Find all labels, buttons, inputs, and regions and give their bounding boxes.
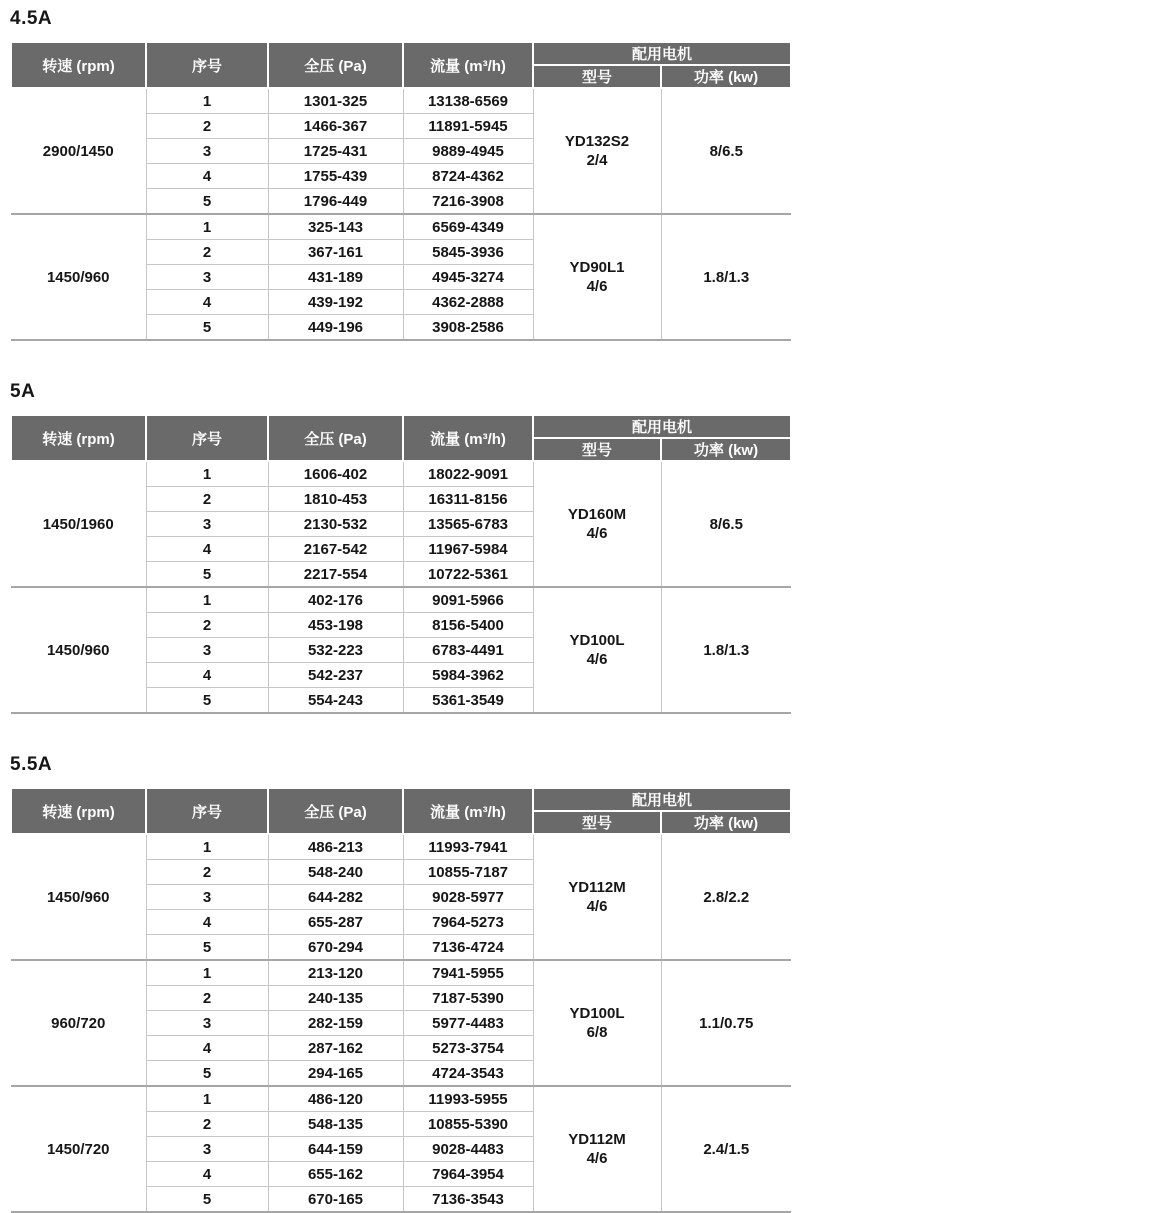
cell-pressure: 294-165: [268, 1061, 403, 1087]
cell-pressure: 554-243: [268, 688, 403, 714]
cell-no: 1: [146, 834, 268, 860]
cell-flow: 9889-4945: [403, 139, 533, 164]
cell-motor-power: 2.8/2.2: [661, 834, 791, 960]
cell-no: 3: [146, 1011, 268, 1036]
cell-no: 2: [146, 240, 268, 265]
cell-pressure: 655-162: [268, 1162, 403, 1187]
header-pressure: 全压 (Pa): [268, 42, 403, 88]
cell-pressure: 548-135: [268, 1112, 403, 1137]
cell-pressure: 548-240: [268, 860, 403, 885]
header-motor-power: 功率 (kw): [661, 811, 791, 834]
cell-pressure: 1466-367: [268, 114, 403, 139]
cell-flow: 8156-5400: [403, 613, 533, 638]
cell-no: 4: [146, 537, 268, 562]
cell-pressure: 644-282: [268, 885, 403, 910]
speed-block: [11, 214, 791, 340]
cell-pressure: 287-162: [268, 1036, 403, 1061]
header-no: 序号: [146, 415, 268, 461]
cell-pressure: 453-198: [268, 613, 403, 638]
speed-block: [11, 461, 791, 587]
header-motor-group: 配用电机: [533, 415, 791, 438]
motor-model-poles: 4/6: [586, 278, 608, 295]
cell-pressure: 367-161: [268, 240, 403, 265]
cell-motor-power: 2.4/1.5: [661, 1086, 791, 1212]
cell-no: 4: [146, 663, 268, 688]
cell-pressure: 1725-431: [268, 139, 403, 164]
cell-no: 3: [146, 1137, 268, 1162]
cell-pressure: 486-120: [268, 1086, 403, 1112]
cell-speed: 1450/720: [11, 1086, 146, 1212]
cell-no: 4: [146, 910, 268, 935]
cell-no: 1: [146, 1086, 268, 1112]
motor-model-poles: 4/6: [586, 898, 608, 915]
cell-speed: 1450/960: [11, 587, 146, 713]
cell-motor-power: 1.8/1.3: [661, 587, 791, 713]
table-row: [11, 461, 791, 487]
cell-flow: 4724-3543: [403, 1061, 533, 1087]
cell-pressure: 213-120: [268, 960, 403, 986]
table-row: [11, 1086, 791, 1112]
motor-model-name: YD112M: [568, 879, 626, 896]
motor-model-poles: 4/6: [586, 651, 608, 668]
table-row: [11, 88, 791, 114]
cell-pressure: 2217-554: [268, 562, 403, 588]
cell-pressure: 542-237: [268, 663, 403, 688]
header-motor-model: 型号: [533, 438, 661, 461]
motor-model-name: YD100L: [569, 632, 625, 649]
cell-flow: 4945-3274: [403, 265, 533, 290]
cell-pressure: 240-135: [268, 986, 403, 1011]
header-motor-model: 型号: [533, 65, 661, 88]
cell-pressure: 1301-325: [268, 88, 403, 114]
cell-flow: 6569-4349: [403, 214, 533, 240]
fan-spec-table: [10, 787, 1158, 1213]
cell-pressure: 402-176: [268, 587, 403, 613]
header-flow: 流量 (m³/h): [403, 415, 533, 461]
cell-no: 3: [146, 139, 268, 164]
cell-speed: 1450/1960: [11, 461, 146, 587]
cell-speed: 1450/960: [11, 214, 146, 340]
table-row: [11, 214, 791, 240]
cell-speed: 1450/960: [11, 834, 146, 960]
cell-flow: 13565-6783: [403, 512, 533, 537]
cell-no: 4: [146, 1036, 268, 1061]
cell-flow: 16311-8156: [403, 487, 533, 512]
cell-flow: 11891-5945: [403, 114, 533, 139]
cell-no: 4: [146, 1162, 268, 1187]
motor-model-poles: 6/8: [586, 1024, 608, 1041]
cell-flow: 7964-5273: [403, 910, 533, 935]
cell-no: 2: [146, 487, 268, 512]
cell-pressure: 449-196: [268, 315, 403, 341]
header-motor-group: 配用电机: [533, 788, 791, 811]
motor-model-name: YD100L: [569, 1005, 625, 1022]
header-motor-power: 功率 (kw): [661, 65, 791, 88]
cell-pressure: 1606-402: [268, 461, 403, 487]
cell-flow: 11967-5984: [403, 537, 533, 562]
cell-pressure: 431-189: [268, 265, 403, 290]
header-flow: 流量 (m³/h): [403, 788, 533, 834]
cell-no: 5: [146, 189, 268, 215]
cell-motor-power: 1.8/1.3: [661, 214, 791, 340]
cell-motor-model: [533, 834, 661, 960]
header-pressure: 全压 (Pa): [268, 415, 403, 461]
speed-block: [11, 587, 791, 713]
cell-flow: 8724-4362: [403, 164, 533, 189]
cell-motor-power: 1.1/0.75: [661, 960, 791, 1086]
cell-no: 5: [146, 315, 268, 341]
cell-flow: 5361-3549: [403, 688, 533, 714]
header-speed: 转速 (rpm): [11, 42, 146, 88]
header-pressure: 全压 (Pa): [268, 788, 403, 834]
header-speed: 转速 (rpm): [11, 415, 146, 461]
spec-table-grid: [10, 414, 792, 714]
cell-no: 2: [146, 1112, 268, 1137]
cell-flow: 7136-4724: [403, 935, 533, 961]
cell-flow: 3908-2586: [403, 315, 533, 341]
cell-motor-model: [533, 88, 661, 214]
cell-flow: 6783-4491: [403, 638, 533, 663]
fan-spec-table: [10, 41, 1158, 341]
cell-no: 3: [146, 265, 268, 290]
cell-motor-model: [533, 214, 661, 340]
header-speed: 转速 (rpm): [11, 788, 146, 834]
fan-model-title: 5A: [10, 381, 36, 402]
cell-motor-model: [533, 960, 661, 1086]
header-no: 序号: [146, 42, 268, 88]
motor-model-name: YD160M: [567, 506, 627, 523]
cell-speed: 960/720: [11, 960, 146, 1086]
spec-table-grid: [10, 41, 792, 341]
cell-motor-power: 8/6.5: [661, 88, 791, 214]
table-row: [11, 834, 791, 860]
fan-spec-table: [10, 414, 1158, 714]
cell-no: 2: [146, 860, 268, 885]
cell-flow: 10855-5390: [403, 1112, 533, 1137]
cell-no: 1: [146, 214, 268, 240]
cell-no: 3: [146, 512, 268, 537]
cell-no: 3: [146, 885, 268, 910]
cell-pressure: 655-287: [268, 910, 403, 935]
cell-pressure: 2130-532: [268, 512, 403, 537]
cell-motor-model: [533, 587, 661, 713]
fan-model-title: 5.5A: [10, 754, 53, 775]
cell-pressure: 1810-453: [268, 487, 403, 512]
cell-no: 1: [146, 461, 268, 487]
cell-pressure: 439-192: [268, 290, 403, 315]
speed-block: [11, 960, 791, 1086]
fan-spec-section-3: [10, 754, 1158, 1213]
speed-block: [11, 1086, 791, 1212]
cell-flow: 7941-5955: [403, 960, 533, 986]
cell-flow: 13138-6569: [403, 88, 533, 114]
cell-pressure: 532-223: [268, 638, 403, 663]
cell-no: 3: [146, 638, 268, 663]
cell-flow: 7964-3954: [403, 1162, 533, 1187]
cell-no: 1: [146, 88, 268, 114]
cell-flow: 5273-3754: [403, 1036, 533, 1061]
cell-pressure: 486-213: [268, 834, 403, 860]
cell-speed: 2900/1450: [11, 88, 146, 214]
cell-pressure: 2167-542: [268, 537, 403, 562]
cell-no: 2: [146, 613, 268, 638]
header-motor-power: 功率 (kw): [661, 438, 791, 461]
header-no: 序号: [146, 788, 268, 834]
cell-no: 5: [146, 935, 268, 961]
cell-flow: 5845-3936: [403, 240, 533, 265]
cell-no: 5: [146, 1061, 268, 1087]
speed-block: [11, 834, 791, 960]
cell-pressure: 670-294: [268, 935, 403, 961]
cell-pressure: 325-143: [268, 214, 403, 240]
cell-no: 2: [146, 986, 268, 1011]
cell-pressure: 1755-439: [268, 164, 403, 189]
cell-no: 4: [146, 164, 268, 189]
speed-block: [11, 88, 791, 214]
cell-no: 5: [146, 562, 268, 588]
cell-flow: 7136-3543: [403, 1187, 533, 1213]
table-row: [11, 960, 791, 986]
cell-flow: 5984-3962: [403, 663, 533, 688]
cell-flow: 18022-9091: [403, 461, 533, 487]
header-motor-model: 型号: [533, 811, 661, 834]
motor-model-name: YD112M: [568, 1131, 626, 1148]
header-motor-group: 配用电机: [533, 42, 791, 65]
cell-flow: 5977-4483: [403, 1011, 533, 1036]
motor-model-name: YD132S2: [564, 133, 630, 150]
motor-model-name: YD90L1: [569, 259, 625, 276]
cell-no: 1: [146, 960, 268, 986]
cell-flow: 9028-4483: [403, 1137, 533, 1162]
fan-spec-section-2: [10, 381, 1158, 714]
cell-no: 2: [146, 114, 268, 139]
cell-motor-model: [533, 461, 661, 587]
cell-flow: 7216-3908: [403, 189, 533, 215]
motor-model-poles: 4/6: [586, 1150, 608, 1167]
fan-spec-section-1: [10, 8, 1158, 341]
cell-flow: 9091-5966: [403, 587, 533, 613]
cell-pressure: 670-165: [268, 1187, 403, 1213]
table-row: [11, 587, 791, 613]
cell-flow: 11993-5955: [403, 1086, 533, 1112]
cell-flow: 11993-7941: [403, 834, 533, 860]
motor-model-poles: 2/4: [586, 152, 608, 169]
cell-no: 4: [146, 290, 268, 315]
cell-pressure: 644-159: [268, 1137, 403, 1162]
cell-flow: 10722-5361: [403, 562, 533, 588]
fan-model-title: 4.5A: [10, 8, 53, 29]
cell-no: 5: [146, 688, 268, 714]
cell-flow: 7187-5390: [403, 986, 533, 1011]
cell-no: 1: [146, 587, 268, 613]
spec-table-grid: [10, 787, 792, 1213]
cell-no: 5: [146, 1187, 268, 1213]
cell-pressure: 282-159: [268, 1011, 403, 1036]
header-flow: 流量 (m³/h): [403, 42, 533, 88]
cell-motor-model: [533, 1086, 661, 1212]
cell-pressure: 1796-449: [268, 189, 403, 215]
cell-motor-power: 8/6.5: [661, 461, 791, 587]
motor-model-poles: 4/6: [586, 525, 608, 542]
cell-flow: 4362-2888: [403, 290, 533, 315]
cell-flow: 10855-7187: [403, 860, 533, 885]
cell-flow: 9028-5977: [403, 885, 533, 910]
